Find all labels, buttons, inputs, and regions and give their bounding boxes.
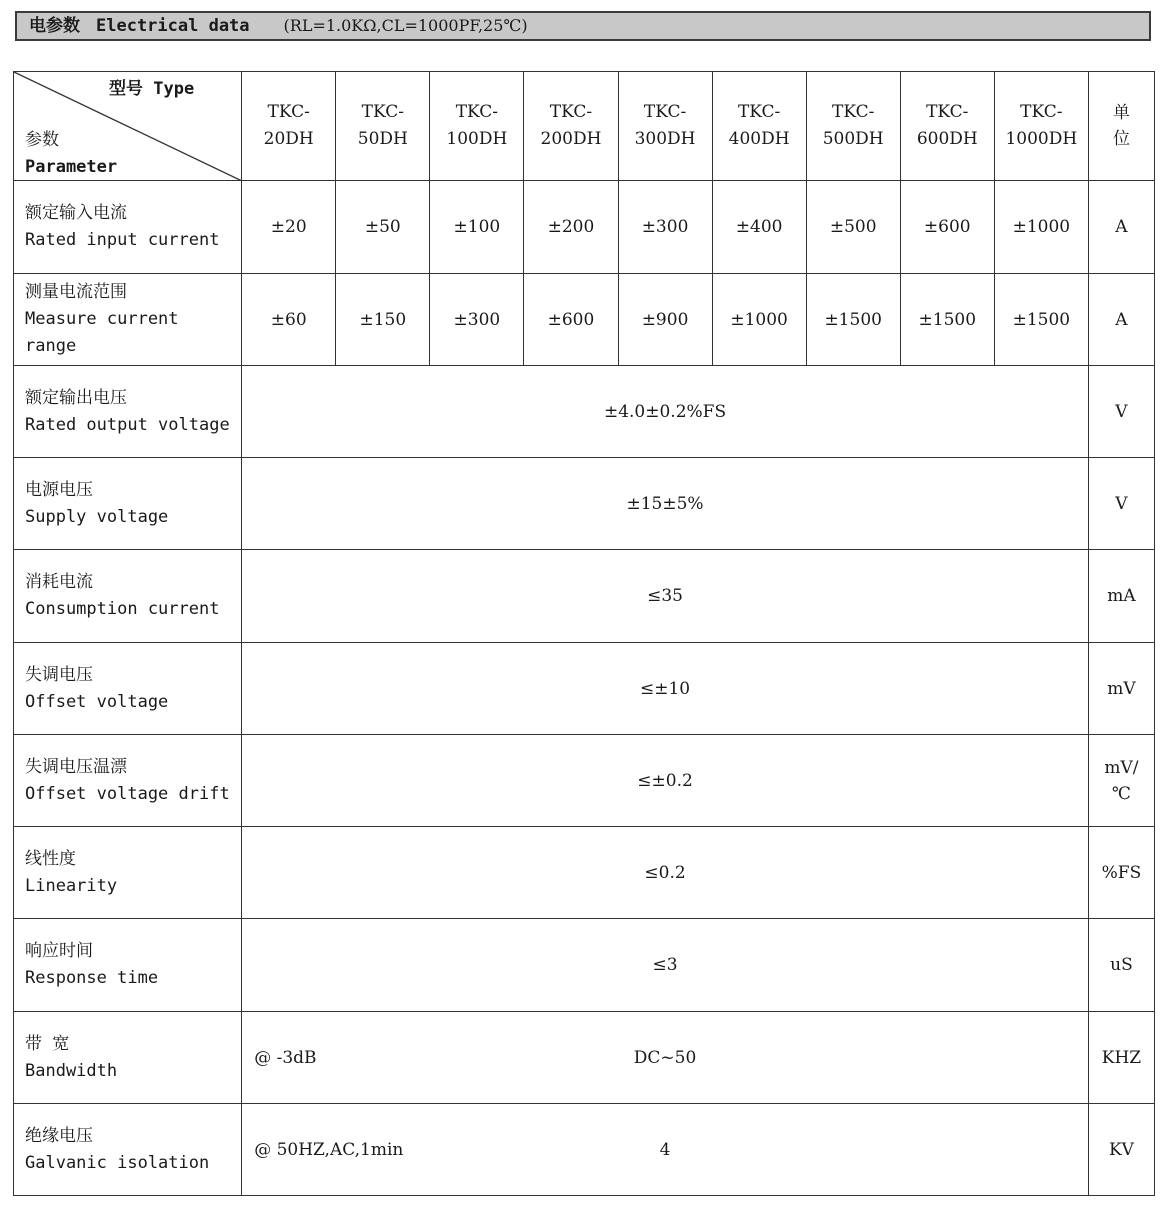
model-header-cell: TKC- 500DH (806, 72, 900, 181)
value-cell: ±400 (712, 181, 806, 274)
test-condition: @ -3dB (254, 1047, 317, 1068)
test-conditions: (RL=1.0KΩ,CL=1000PF,25℃) (283, 16, 528, 35)
unit-cell: V (1088, 458, 1154, 550)
table-row (14, 458, 1155, 550)
value-cell: ±200 (524, 181, 618, 274)
value-cell: ±600 (900, 181, 994, 274)
merged-value-cell: ≤3 (242, 919, 1089, 1012)
model-header-cell: TKC- 50DH (336, 72, 430, 181)
value-cell: ±1500 (994, 274, 1088, 366)
value-cell: ±1000 (712, 274, 806, 366)
model-header-cell: TKC- 600DH (900, 72, 994, 181)
table-row (14, 1012, 1155, 1104)
value-cell: ±20 (242, 181, 336, 274)
table-row (14, 643, 1155, 735)
section-title-en: Electrical data (96, 16, 250, 36)
table-row (14, 550, 1155, 643)
corner-param-label (25, 127, 117, 181)
unit-cell: mA (1088, 550, 1154, 643)
corner-header-cell (14, 72, 242, 181)
param-cell: 电源电压 Supply voltage (14, 458, 242, 550)
unit-cell: mV (1088, 643, 1154, 735)
electrical-data-table (13, 71, 1155, 1196)
corner-type-label: 型号 Type (109, 79, 195, 99)
param-cell: 额定输入电流 Rated input current (14, 181, 242, 274)
value-cell: ±1000 (994, 181, 1088, 274)
model-header-cell: TKC- 20DH (242, 72, 336, 181)
param-cell: 额定输出电压 Rated output voltage (14, 366, 242, 458)
merged-value-cell: ≤±0.2 (242, 735, 1089, 827)
unit-cell: KV (1088, 1104, 1154, 1196)
model-header-cell: TKC- 300DH (618, 72, 712, 181)
param-cell: 绝缘电压 Galvanic isolation (14, 1104, 242, 1196)
value-cell: ±1500 (900, 274, 994, 366)
merged-value-cell (242, 1104, 1089, 1196)
param-cell: 带 宽 Bandwidth (14, 1012, 242, 1104)
param-cell: 测量电流范围 Measure current range (14, 274, 242, 366)
unit-header-cell: 单 位 (1088, 72, 1154, 181)
merged-value-cell: ≤0.2 (242, 827, 1089, 919)
value-cell: ±1500 (806, 274, 900, 366)
table-row (14, 919, 1155, 1012)
merged-value-cell (242, 1012, 1089, 1104)
merged-value-cell: ≤±10 (242, 643, 1089, 735)
param-cell: 响应时间 Response time (14, 919, 242, 1012)
table-row (14, 274, 1155, 366)
table-row (14, 1104, 1155, 1196)
value-cell: ±150 (336, 274, 430, 366)
param-cell: 失调电压 Offset voltage (14, 643, 242, 735)
table-header-row (14, 72, 1155, 181)
unit-cell: %FS (1088, 827, 1154, 919)
unit-cell: A (1088, 274, 1154, 366)
model-header-cell: TKC- 100DH (430, 72, 524, 181)
value-text: DC~50 (633, 1047, 697, 1068)
unit-cell: uS (1088, 919, 1154, 1012)
model-header-cell: TKC- 200DH (524, 72, 618, 181)
value-cell: ±500 (806, 181, 900, 274)
value-cell: ±100 (430, 181, 524, 274)
table-row (14, 735, 1155, 827)
corner-param-en: Parameter (25, 157, 118, 177)
test-condition: @ 50HZ,AC,1min (254, 1139, 404, 1160)
value-cell: ±600 (524, 274, 618, 366)
param-cell: 消耗电流 Consumption current (14, 550, 242, 643)
value-cell: ±900 (618, 274, 712, 366)
unit-cell: mV/ ℃ (1088, 735, 1154, 827)
value-cell: ±300 (618, 181, 712, 274)
unit-cell: V (1088, 366, 1154, 458)
value-cell: ±300 (430, 274, 524, 366)
table-row (14, 181, 1155, 274)
table-row (14, 827, 1155, 919)
param-cell: 失调电压温漂 Offset voltage drift (14, 735, 242, 827)
param-cell: 线性度 Linearity (14, 827, 242, 919)
value-text: 4 (659, 1139, 671, 1160)
table-row (14, 366, 1155, 458)
merged-value-cell: ±4.0±0.2%FS (242, 366, 1089, 458)
corner-param-cn: 参数 (25, 130, 59, 150)
model-header-cell: TKC- 1000DH (994, 72, 1088, 181)
unit-cell: KHZ (1088, 1012, 1154, 1104)
merged-value-cell: ≤35 (242, 550, 1089, 643)
section-title-cn: 电参数 (29, 16, 80, 36)
value-cell: ±60 (242, 274, 336, 366)
section-header-bar (15, 11, 1151, 41)
value-cell: ±50 (336, 181, 430, 274)
merged-value-cell: ±15±5% (242, 458, 1089, 550)
model-header-cell: TKC- 400DH (712, 72, 806, 181)
unit-cell: A (1088, 181, 1154, 274)
